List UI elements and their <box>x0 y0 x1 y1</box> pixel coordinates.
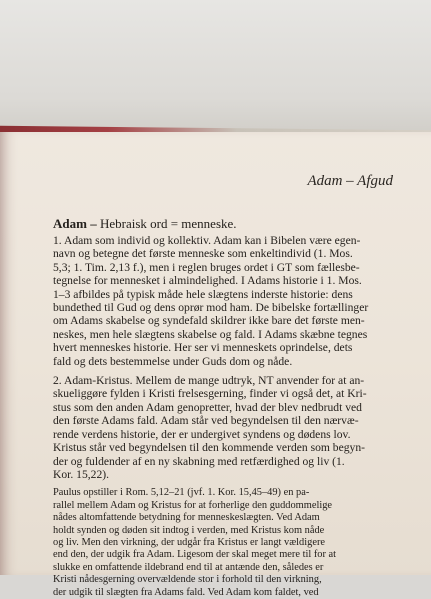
text-line: og liv. Men den virkning, der udgår fra Kristus er langt vældigere <box>53 536 326 548</box>
text-line: Kor. 15,22). <box>53 467 110 481</box>
text-line: 2. Adam-Kristus. Mellem de mange udtryk, NT anvender for at an- <box>53 374 365 388</box>
text-line: 5,3; 1. Tim. 2,13 f.), men i reglen bruges ordet i GT som fællesbe- <box>53 260 360 274</box>
text-line: bundethed til Gud og dens oprør mod ham. De bibelske fortællinger <box>53 301 369 315</box>
text-line: tegnelse for mennesket i almindelighed. I Adams historie i 1. Mos. <box>53 274 362 288</box>
section-1 <box>53 234 389 368</box>
text-line: rende verdens historie, der er undergivet syndens og dødens lov. <box>53 427 351 441</box>
text-line: 1–3 afbildes på typisk måde hele slægtens inderste historie: dens <box>53 287 353 301</box>
text-line: navn og betegne det første menneske som enkeltindivid (1. Mos. <box>53 247 353 261</box>
entry-definition: Hebraisk ord = menneske. <box>96 216 237 231</box>
text-line: rallel mellem Adam og Kristus for at forherlige den guddommelige <box>53 499 333 511</box>
text-line: neskes, men hele slægtens skabelse og fald. I Adams skæbne tegnes <box>53 327 368 341</box>
running-header: Adam – Afgud <box>307 173 393 189</box>
text-line: nådes altomfattende betydning for menneskeslægten. Ved Adam <box>53 512 320 524</box>
text-line: der og fuldender af en ny skabning med retfærdighed og liv (1. <box>53 454 345 468</box>
text-line: stus som den anden Adam genopretter, hvad der blev nedbrudt ved <box>53 400 362 414</box>
section-2 <box>53 374 389 481</box>
text-line: end den, der udgik fra Adam. Ligesom der skal meget mere til for at <box>53 549 337 561</box>
dictionary-entry <box>53 216 389 599</box>
background-wall <box>0 0 431 140</box>
text-line: skueliggøre fylden i Kristi frelsesgerning, finder vi også det, at Kri- <box>53 387 367 401</box>
small-print-section <box>53 487 389 599</box>
entry-headword: Adam – <box>53 216 97 231</box>
text-line: 1. Adam som individ og kollektiv. Adam kan i Bibelen være egen- <box>53 234 361 247</box>
text-line: fald og dets bestemmelse under Guds dom og nåde. <box>53 354 293 368</box>
text-line: den første Adams fald. Adam står ved begyndelsen til den nærvæ- <box>53 414 359 428</box>
text-line: holdt synden og døden sit indtog i verden, med Kristus kom nåde <box>53 524 325 536</box>
text-line: der udgik til slægten fra Adams fald. Ved Adam kom faldet, ved <box>53 586 319 598</box>
text-line: Kristus står ved begyndelsen til den kommende verden som begyn- <box>53 441 365 455</box>
text-line: Kristi nådesgerning overvældende stor i forhold til den virkning, <box>53 574 322 586</box>
text-line: slukke en omfattende ildebrand end til at antænde den, således er <box>53 561 324 573</box>
entry-title <box>53 216 389 232</box>
text-line: Paulus opstiller i Rom. 5,12–21 (jvf. 1. Kor. 15,45–49) en pa- <box>53 487 310 499</box>
text-line: om Adams skabelse og syndefald skildrer ikke bare det første men- <box>53 314 365 328</box>
book-page <box>0 132 431 598</box>
text-line: hvert menneskes historie. Her ser vi menneskets oprindelse, dets <box>53 341 353 355</box>
